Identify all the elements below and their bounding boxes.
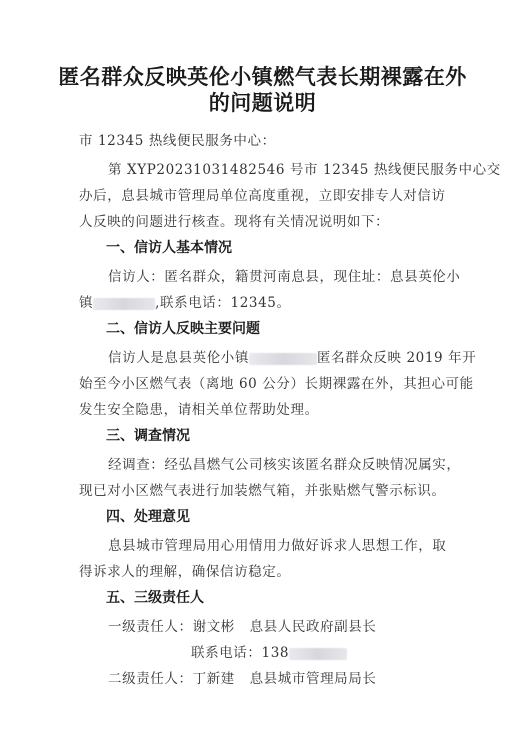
section-1-line-1: 信访人：匿名群众，籍贯河南息县，现住址：息县英伦小	[108, 269, 461, 285]
intro-line-3: 人反映的问题进行核查。现将有关情况说明如下：	[79, 214, 390, 230]
section-5-heading: 五、三级责任人	[106, 590, 204, 606]
section-4-line-2: 得诉求人的理解，确保信访稳定。	[79, 564, 291, 580]
section-3-line-1: 经调查：经弘昌燃气公司核实该匿名群众反映情况属实，	[108, 457, 461, 473]
section-4-heading: 四、处理意见	[106, 509, 190, 525]
document-title-line-1: 匿名群众反映英伦小镇燃气表长期裸露在外	[58, 65, 467, 89]
redacted-address	[93, 298, 155, 310]
section-2-line-2: 始至今小区燃气表（离地 60 公分）长期裸露在外，其担心可能	[79, 376, 474, 392]
document-title-line-2: 的问题说明	[208, 91, 317, 115]
redacted-phone	[289, 648, 347, 660]
section-2-heading: 二、信访人反映主要问题	[106, 321, 260, 337]
section-1-line-2-end: ,联系电话：12345。	[155, 295, 291, 311]
section-1-line-2	[79, 291, 291, 311]
section-3-heading: 三、调查情况	[106, 428, 190, 444]
section-2-line-1-start: 信访人是息县英伦小镇	[108, 350, 249, 366]
responsible-person-1-phone	[191, 641, 347, 661]
section-1-line-2-start: 镇	[79, 295, 94, 311]
section-2-line-1	[108, 346, 476, 366]
section-1-heading: 一、信访人基本情况	[106, 240, 232, 256]
section-4-line-1: 息县城市管理局用心用情用力做好诉求人思想工作，取	[108, 538, 447, 554]
intro-line-1: 第 XYP20231031482546 号市 12345 热线便民服务中心交	[108, 162, 501, 178]
responsible-person-2: 二级责任人：丁新建 息县城市管理局局长	[108, 671, 377, 687]
intro-line-2: 办后，息县城市管理局单位高度重视，立即安排专人对信访	[79, 188, 446, 204]
section-2-line-3: 发生安全隐患，请相关单位帮助处理。	[79, 402, 319, 418]
phone-label: 联系电话：138	[191, 645, 290, 661]
section-2-line-1-end: 匿名群众反映 2019 年开	[317, 350, 477, 366]
section-3-line-2: 现已对小区燃气表进行加装燃气箱，并张贴燃气警示标识。	[79, 483, 446, 499]
salutation: 市 12345 热线便民服务中心：	[79, 133, 276, 149]
redacted-location	[249, 353, 317, 365]
responsible-person-1: 一级责任人：谢文彬 息县人民政府副县长	[108, 619, 377, 635]
